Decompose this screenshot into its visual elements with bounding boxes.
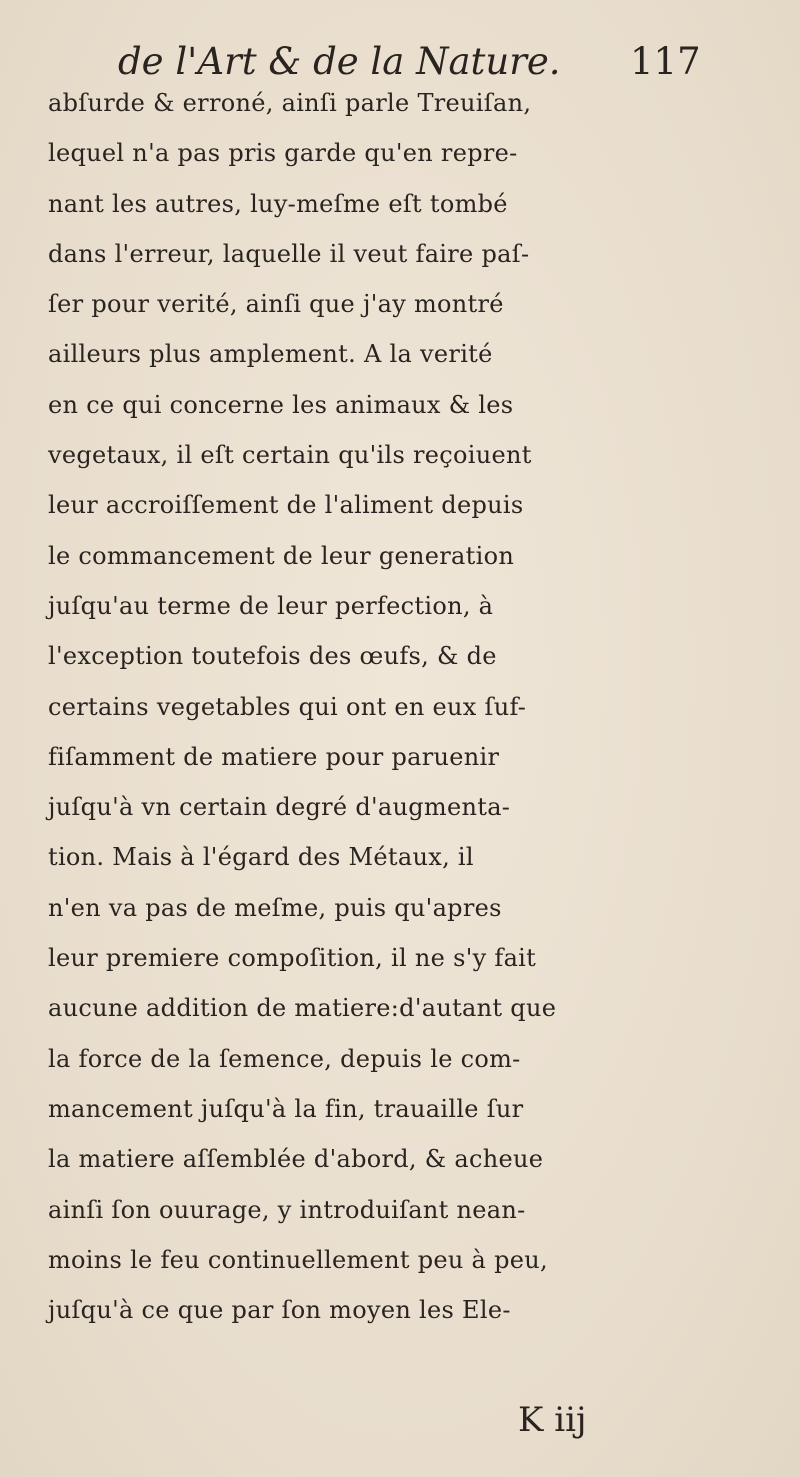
- text-line: juſqu'à ce que par ſon moyen les Ele-: [48, 1296, 511, 1325]
- text-line: n'en va pas de meſme, puis qu'apres: [48, 893, 502, 922]
- text-line: ſer pour verité, ainſi que j'ay montré: [48, 290, 504, 319]
- signature-mark: K iij: [518, 1400, 587, 1440]
- text-line: tion. Mais à l'égard des Métaux, il: [48, 843, 474, 872]
- text-line: la matiere aſſemblée d'abord, & acheue: [48, 1145, 544, 1174]
- running-title: de l'Art & de la Nature.: [118, 40, 561, 83]
- text-line: ailleurs plus amplement. A la verité: [48, 340, 493, 369]
- text-line: abſurde & erroné, ainſi parle Treuiſan,: [48, 89, 532, 117]
- text-line: mancement juſqu'à la fin, trauaille ſur: [48, 1094, 524, 1123]
- text-line: certains vegetables qui ont en eux ſuf-: [48, 692, 527, 721]
- text-line: l'exception toutefois des œufs, & de: [48, 642, 497, 671]
- text-line: la force de la ſemence, depuis le com-: [48, 1044, 521, 1073]
- text-line: juſqu'à vn certain degré d'augmenta-: [48, 793, 511, 822]
- text-line: aucune addition de matiere:d'autant que: [48, 994, 557, 1023]
- text-line: moins le feu continuellement peu à peu,: [48, 1245, 548, 1274]
- text-line: ainſi ſon ouurage, y introduiſant nean-: [48, 1195, 526, 1224]
- text-line: dans l'erreur, laquelle il veut faire paſ-: [48, 239, 530, 268]
- body-text: [48, 78, 768, 1335]
- text-line: en ce qui concerne les animaux & les: [48, 390, 514, 419]
- text-line: le commancement de leur generation: [48, 541, 515, 570]
- page-number: 117: [630, 40, 701, 83]
- text-line: fiſamment de matiere pour paruenir: [48, 742, 500, 771]
- text-line: nant les autres, luy-meſme eſt tombé: [48, 189, 508, 218]
- text-line: lequel n'a pas pris garde qu'en repre-: [48, 139, 518, 168]
- text-line: vegetaux, il eſt certain qu'ils reçoiuent: [48, 441, 532, 470]
- text-line: leur premiere compoſition, il ne s'y fait: [48, 944, 537, 973]
- text-line: juſqu'au terme de leur perfection, à: [48, 591, 494, 620]
- text-line: leur accroiſſement de l'aliment depuis: [48, 491, 524, 520]
